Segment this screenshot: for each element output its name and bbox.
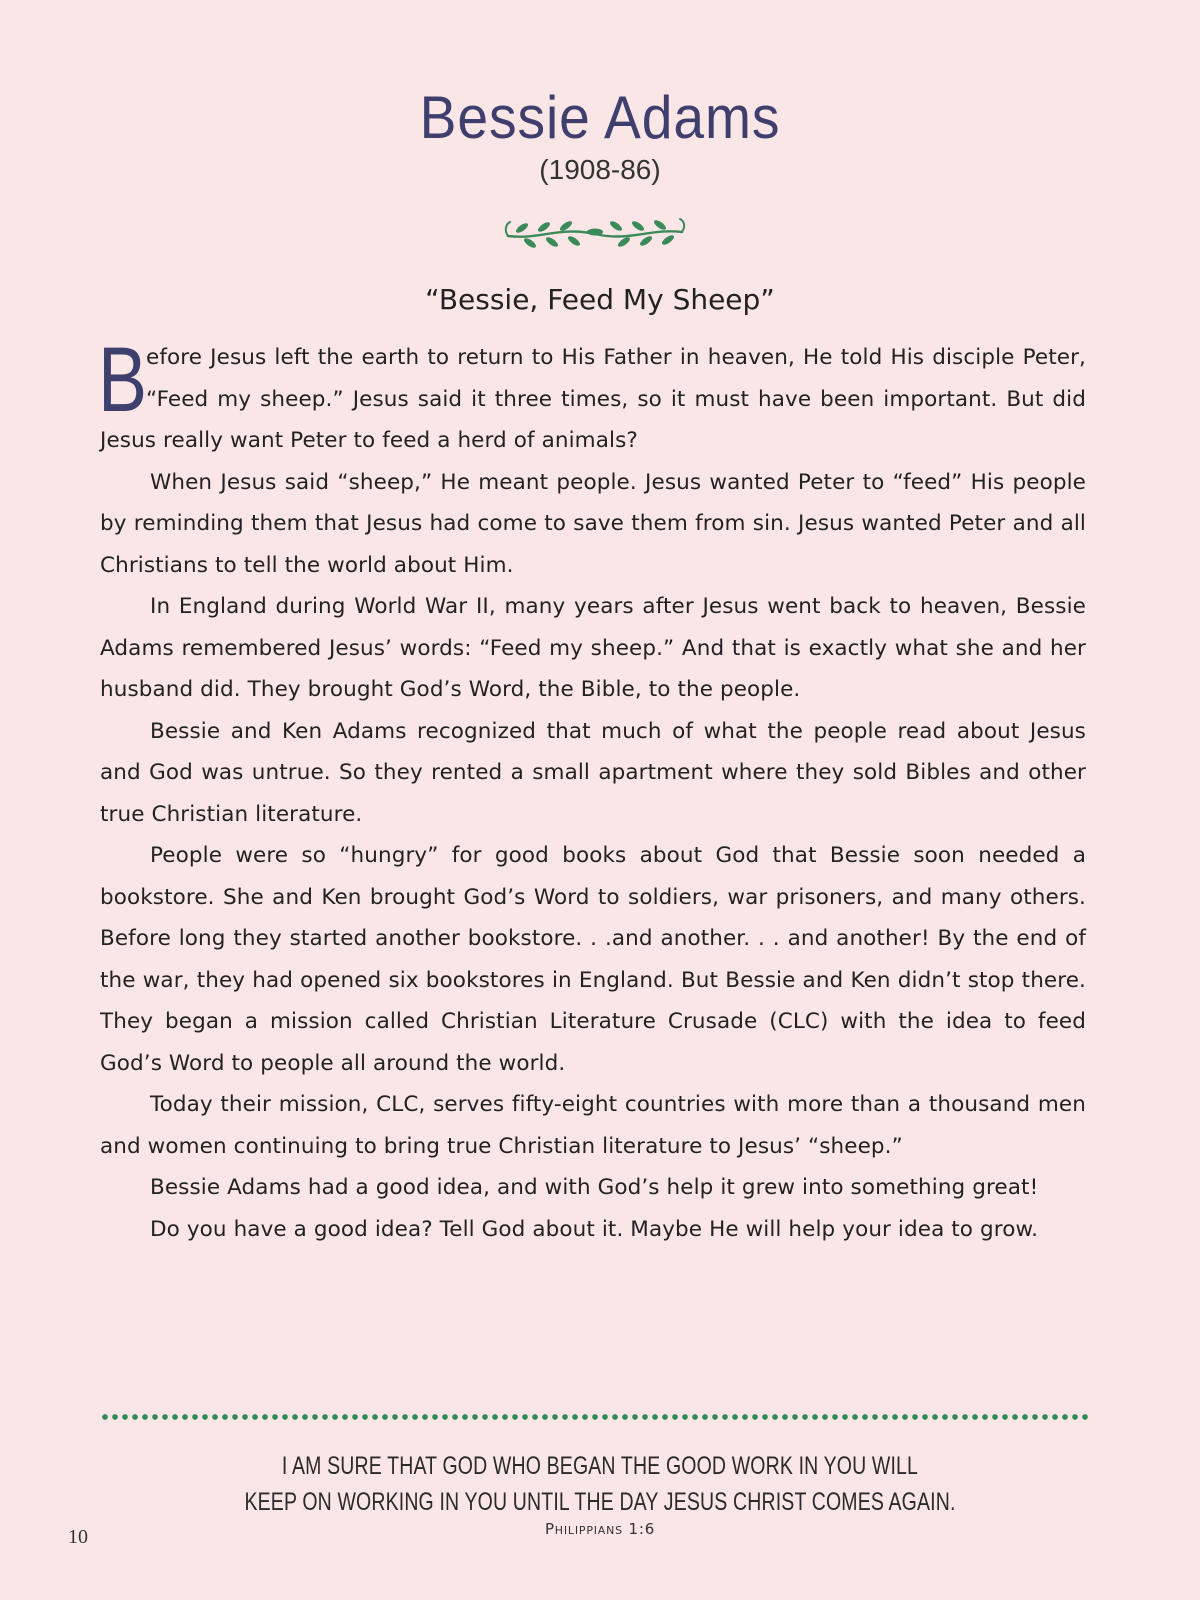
paragraph-7: Bessie Adams had a good idea, and with God’s help it grew into something great! [150,1175,1039,1200]
dotted-divider [100,1412,1088,1422]
paragraph-4: Bessie and Ken Adams recognized that much of what the people read about Jesus and God was untrue. So they rented a small apartment where they sold Bibles and other true Christian literature. [100,718,1086,827]
verse-line-1: I AM SURE THAT GOD WHO BEGAN THE GOOD WORK IN YOU WILL [281,1452,919,1480]
verse-reference [0,1520,1200,1538]
verse-line-2: KEEP ON WORKING IN YOU UNTIL THE DAY JESUS CHRIST COMES AGAIN. [244,1488,956,1516]
drop-cap: B [98,329,148,431]
paragraph-3: In England during World War II, many years after Jesus went back to heaven, Bessie Adams remembered Jesus’ words: “Feed my sheep.” And that is exactly what she and her husband did. They brought God’s Word, the Bible, to the people. [100,594,1086,702]
paragraph-6: Today their mission, CLC, serves fifty-eight countries with more than a thousand men and women continuing to bring true Christian literature to Jesus’ “sheep.” [100,1092,1086,1159]
article-body [98,329,1086,1250]
chapter-subtitle: “Bessie, Feed My Sheep” [425,283,775,316]
scripture-verse [0,1448,1200,1520]
laurel-vine-icon [500,214,690,254]
paragraph-1 [98,329,1086,462]
paragraph-text: efore Jesus left the earth to return to His Father in heaven, He told His disciple Peter, “Feed my sheep.” Jesus said it three times, so it must have been important. But did Jesus really want Peter to feed a herd of animals? [100,345,1086,453]
paragraph-8: Do you have a good idea? Tell God about it. Maybe He will help your idea to grow. [150,1216,1039,1242]
page-title: Bessie Adams [419,84,781,151]
life-dates: (1908-86) [539,154,661,185]
verse-reference-text: Philippians 1:6 [544,1520,656,1538]
paragraph-2: When Jesus said “sheep,” He meant people. Jesus wanted Peter to “feed” His people by reminding them that Jesus had come to save them from sin. Jesus wanted Peter and all Christians to tell the world about Him. [100,469,1086,578]
paragraph-5: People were so “hungry” for good books about God that Bessie soon needed a bookstore. She and Ken brought God’s Word to soldiers, war prisoners, and many others. Before long they started another bookstore. . .and another. . . and another! By the end of the war, they had opened six bookstores in England. But Bessie and Ken didn’t stop there. They began a mission called Christian Literature Crusade (CLC) with the idea to feed God’s Word to people all around the world. [100,843,1086,1076]
page-number: 10 [68,1526,88,1548]
